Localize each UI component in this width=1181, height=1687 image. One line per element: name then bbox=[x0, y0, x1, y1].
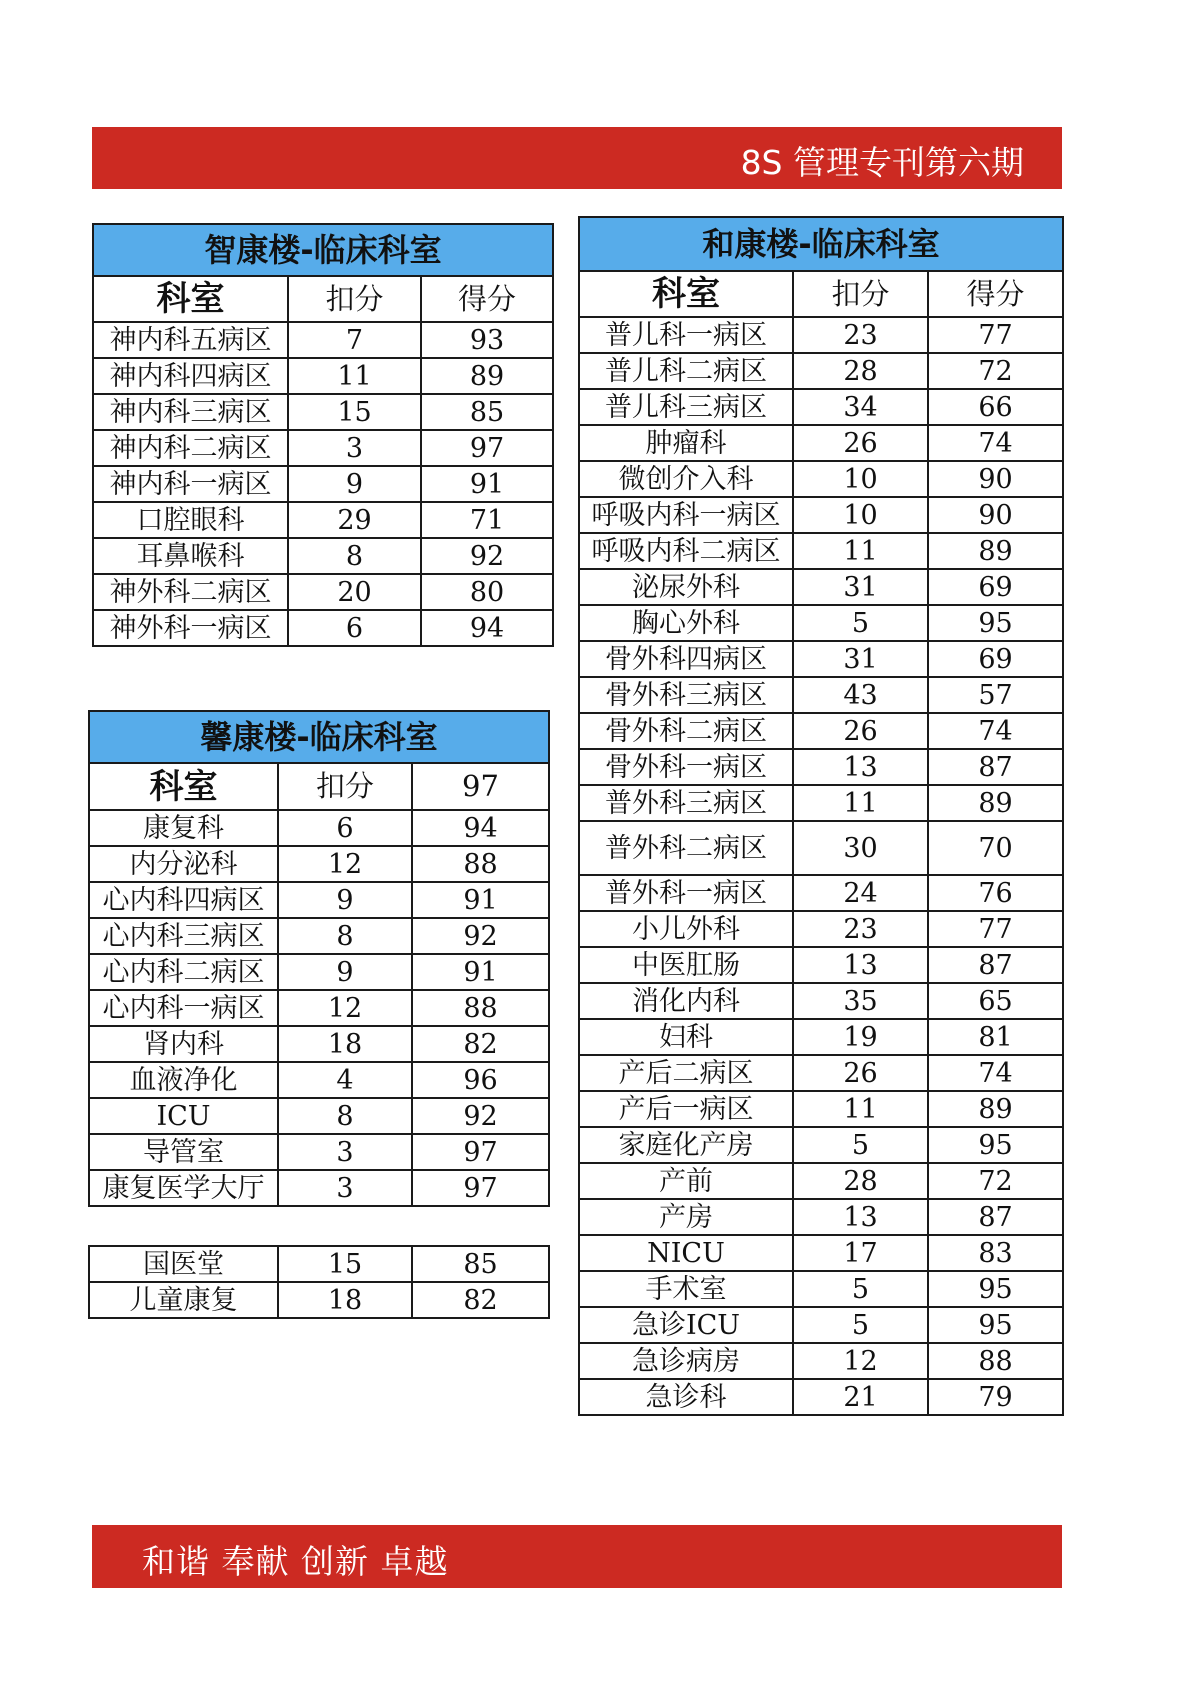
score-cell: 95 bbox=[928, 1127, 1063, 1163]
table-row bbox=[579, 569, 1063, 605]
department-cell: 普儿科二病区 bbox=[579, 353, 793, 389]
department-cell: 心内科四病区 bbox=[89, 882, 278, 918]
score-cell: 74 bbox=[928, 1055, 1063, 1091]
deduction-cell: 6 bbox=[288, 610, 421, 646]
score-cell: 57 bbox=[928, 677, 1063, 713]
department-cell: 肿瘤科 bbox=[579, 425, 793, 461]
department-cell: 内分泌科 bbox=[89, 846, 278, 882]
deduction-cell: 4 bbox=[278, 1062, 412, 1098]
department-cell: 呼吸内科二病区 bbox=[579, 533, 793, 569]
department-cell: 小儿外科 bbox=[579, 911, 793, 947]
footer-slogan: 和谐 奉献 创新 卓越 bbox=[142, 1542, 449, 1581]
deduction-cell: 20 bbox=[288, 574, 421, 610]
department-cell: 呼吸内科一病区 bbox=[579, 497, 793, 533]
column-header: 科室 bbox=[579, 271, 793, 317]
department-cell: 骨外科四病区 bbox=[579, 641, 793, 677]
score-cell: 72 bbox=[928, 353, 1063, 389]
score-cell: 69 bbox=[928, 641, 1063, 677]
table-row bbox=[579, 983, 1063, 1019]
table-row bbox=[93, 610, 553, 646]
deduction-cell: 11 bbox=[288, 358, 421, 394]
deduction-cell: 9 bbox=[278, 882, 412, 918]
score-cell: 89 bbox=[928, 533, 1063, 569]
department-cell: 中医肛肠 bbox=[579, 947, 793, 983]
table-row bbox=[89, 1098, 549, 1134]
score-cell: 91 bbox=[412, 954, 549, 990]
score-cell: 92 bbox=[412, 1098, 549, 1134]
column-header: 科室 bbox=[89, 763, 278, 810]
score-cell: 91 bbox=[421, 466, 553, 502]
deduction-cell: 18 bbox=[278, 1282, 412, 1318]
department-cell: ICU bbox=[89, 1098, 278, 1134]
score-cell: 85 bbox=[412, 1246, 549, 1282]
department-cell: 神内科三病区 bbox=[93, 394, 288, 430]
score-cell: 89 bbox=[928, 785, 1063, 821]
deduction-cell: 13 bbox=[793, 1199, 928, 1235]
deduction-cell: 15 bbox=[278, 1246, 412, 1282]
score-cell: 92 bbox=[421, 538, 553, 574]
xinkang-table bbox=[88, 710, 550, 1207]
table-row bbox=[579, 317, 1063, 353]
table-row bbox=[93, 538, 553, 574]
score-cell: 91 bbox=[412, 882, 549, 918]
department-cell: 普外科一病区 bbox=[579, 875, 793, 911]
table-row bbox=[579, 1019, 1063, 1055]
table-row bbox=[579, 911, 1063, 947]
score-cell: 87 bbox=[928, 947, 1063, 983]
score-cell: 89 bbox=[928, 1091, 1063, 1127]
score-cell: 94 bbox=[412, 810, 549, 846]
deduction-cell: 35 bbox=[793, 983, 928, 1019]
table-row bbox=[579, 1307, 1063, 1343]
department-cell: 神内科五病区 bbox=[93, 322, 288, 358]
department-cell: 手术室 bbox=[579, 1271, 793, 1307]
deduction-cell: 31 bbox=[793, 641, 928, 677]
table-row bbox=[89, 954, 549, 990]
table-row bbox=[579, 389, 1063, 425]
department-cell: 康复科 bbox=[89, 810, 278, 846]
score-cell: 97 bbox=[421, 430, 553, 466]
score-cell: 96 bbox=[412, 1062, 549, 1098]
table-row bbox=[579, 1379, 1063, 1415]
deduction-cell: 12 bbox=[793, 1343, 928, 1379]
department-cell: 血液净化 bbox=[89, 1062, 278, 1098]
table-row bbox=[93, 394, 553, 430]
deduction-cell: 28 bbox=[793, 1163, 928, 1199]
score-cell: 97 bbox=[412, 1170, 549, 1206]
score-cell: 74 bbox=[928, 713, 1063, 749]
footer-banner bbox=[92, 1525, 1062, 1588]
deduction-cell: 5 bbox=[793, 1271, 928, 1307]
score-cell: 90 bbox=[928, 497, 1063, 533]
department-cell: 神内科二病区 bbox=[93, 430, 288, 466]
score-cell: 82 bbox=[412, 1026, 549, 1062]
deduction-cell: 11 bbox=[793, 785, 928, 821]
table-row bbox=[93, 430, 553, 466]
deduction-cell: 7 bbox=[288, 322, 421, 358]
department-cell: 胸心外科 bbox=[579, 605, 793, 641]
table-row bbox=[579, 1127, 1063, 1163]
table-row bbox=[89, 1170, 549, 1206]
deduction-cell: 26 bbox=[793, 425, 928, 461]
department-cell: 肾内科 bbox=[89, 1026, 278, 1062]
table-title: 馨康楼-临床科室 bbox=[89, 711, 549, 763]
table-row bbox=[89, 990, 549, 1026]
table-row bbox=[89, 882, 549, 918]
table-header-row bbox=[93, 276, 553, 322]
department-cell: 骨外科二病区 bbox=[579, 713, 793, 749]
deduction-cell: 13 bbox=[793, 947, 928, 983]
score-cell: 80 bbox=[421, 574, 553, 610]
deduction-cell: 8 bbox=[278, 918, 412, 954]
table-row bbox=[579, 497, 1063, 533]
department-cell: 普儿科一病区 bbox=[579, 317, 793, 353]
table-title: 和康楼-临床科室 bbox=[579, 217, 1063, 271]
score-cell: 95 bbox=[928, 1271, 1063, 1307]
column-header: 97 bbox=[412, 763, 549, 810]
score-cell: 87 bbox=[928, 1199, 1063, 1235]
table-row bbox=[579, 947, 1063, 983]
department-cell: 心内科一病区 bbox=[89, 990, 278, 1026]
department-cell: 口腔眼科 bbox=[93, 502, 288, 538]
table-row bbox=[89, 846, 549, 882]
deduction-cell: 9 bbox=[278, 954, 412, 990]
table-row bbox=[579, 605, 1063, 641]
department-cell: 产房 bbox=[579, 1199, 793, 1235]
table-row bbox=[89, 918, 549, 954]
department-cell: 普外科二病区 bbox=[579, 821, 793, 875]
score-cell: 90 bbox=[928, 461, 1063, 497]
table-row bbox=[579, 713, 1063, 749]
deduction-cell: 24 bbox=[793, 875, 928, 911]
department-cell: 康复医学大厅 bbox=[89, 1170, 278, 1206]
deduction-cell: 19 bbox=[793, 1019, 928, 1055]
department-cell: 急诊科 bbox=[579, 1379, 793, 1415]
extra-table bbox=[88, 1245, 550, 1319]
department-cell: 家庭化产房 bbox=[579, 1127, 793, 1163]
deduction-cell: 5 bbox=[793, 605, 928, 641]
column-header: 得分 bbox=[928, 271, 1063, 317]
table-row bbox=[579, 677, 1063, 713]
department-cell: 神内科一病区 bbox=[93, 466, 288, 502]
column-header: 扣分 bbox=[793, 271, 928, 317]
department-cell: 心内科二病区 bbox=[89, 954, 278, 990]
deduction-cell: 28 bbox=[793, 353, 928, 389]
score-cell: 92 bbox=[412, 918, 549, 954]
score-cell: 89 bbox=[421, 358, 553, 394]
header-banner bbox=[92, 127, 1062, 189]
table-row bbox=[89, 1282, 549, 1318]
department-cell: 国医堂 bbox=[89, 1246, 278, 1282]
deduction-cell: 5 bbox=[793, 1307, 928, 1343]
department-cell: 产前 bbox=[579, 1163, 793, 1199]
deduction-cell: 6 bbox=[278, 810, 412, 846]
deduction-cell: 15 bbox=[288, 394, 421, 430]
deduction-cell: 5 bbox=[793, 1127, 928, 1163]
column-header: 扣分 bbox=[278, 763, 412, 810]
table-row bbox=[579, 353, 1063, 389]
score-cell: 66 bbox=[928, 389, 1063, 425]
score-cell: 79 bbox=[928, 1379, 1063, 1415]
deduction-cell: 34 bbox=[793, 389, 928, 425]
deduction-cell: 26 bbox=[793, 1055, 928, 1091]
table-header-row bbox=[579, 271, 1063, 317]
table-row bbox=[579, 641, 1063, 677]
score-cell: 93 bbox=[421, 322, 553, 358]
table-row bbox=[89, 1062, 549, 1098]
table-row bbox=[579, 1091, 1063, 1127]
table-row bbox=[579, 821, 1063, 875]
department-cell: 心内科三病区 bbox=[89, 918, 278, 954]
table-header-row bbox=[89, 763, 549, 810]
department-cell: 急诊ICU bbox=[579, 1307, 793, 1343]
score-cell: 77 bbox=[928, 911, 1063, 947]
table-title: 智康楼-临床科室 bbox=[93, 224, 553, 276]
department-cell: 导管室 bbox=[89, 1134, 278, 1170]
table-row bbox=[579, 1343, 1063, 1379]
table-row bbox=[579, 1199, 1063, 1235]
table-row bbox=[89, 1134, 549, 1170]
deduction-cell: 17 bbox=[793, 1235, 928, 1271]
department-cell: 产后二病区 bbox=[579, 1055, 793, 1091]
department-cell: 妇科 bbox=[579, 1019, 793, 1055]
department-cell: 消化内科 bbox=[579, 983, 793, 1019]
table-row bbox=[93, 358, 553, 394]
column-header: 科室 bbox=[93, 276, 288, 322]
table-row bbox=[579, 1163, 1063, 1199]
table-row bbox=[93, 502, 553, 538]
deduction-cell: 18 bbox=[278, 1026, 412, 1062]
score-cell: 97 bbox=[412, 1134, 549, 1170]
table-row bbox=[93, 466, 553, 502]
deduction-cell: 31 bbox=[793, 569, 928, 605]
hekang-table bbox=[578, 216, 1064, 1416]
department-cell: 骨外科三病区 bbox=[579, 677, 793, 713]
column-header: 得分 bbox=[421, 276, 553, 322]
deduction-cell: 10 bbox=[793, 461, 928, 497]
score-cell: 88 bbox=[412, 990, 549, 1026]
table-row bbox=[579, 425, 1063, 461]
deduction-cell: 11 bbox=[793, 533, 928, 569]
department-cell: 泌尿外科 bbox=[579, 569, 793, 605]
department-cell: 普儿科三病区 bbox=[579, 389, 793, 425]
table-row bbox=[579, 749, 1063, 785]
deduction-cell: 8 bbox=[288, 538, 421, 574]
deduction-cell: 26 bbox=[793, 713, 928, 749]
score-cell: 72 bbox=[928, 1163, 1063, 1199]
deduction-cell: 8 bbox=[278, 1098, 412, 1134]
department-cell: 神外科一病区 bbox=[93, 610, 288, 646]
score-cell: 85 bbox=[421, 394, 553, 430]
deduction-cell: 11 bbox=[793, 1091, 928, 1127]
deduction-cell: 43 bbox=[793, 677, 928, 713]
table-row bbox=[579, 1235, 1063, 1271]
score-cell: 83 bbox=[928, 1235, 1063, 1271]
score-cell: 65 bbox=[928, 983, 1063, 1019]
department-cell: 神内科四病区 bbox=[93, 358, 288, 394]
department-cell: 骨外科一病区 bbox=[579, 749, 793, 785]
table-row bbox=[89, 1246, 549, 1282]
deduction-cell: 23 bbox=[793, 911, 928, 947]
table-row bbox=[579, 1055, 1063, 1091]
department-cell: 儿童康复 bbox=[89, 1282, 278, 1318]
table-row bbox=[579, 461, 1063, 497]
table-row bbox=[579, 533, 1063, 569]
zhikang-table bbox=[92, 223, 554, 647]
deduction-cell: 30 bbox=[793, 821, 928, 875]
table-row bbox=[579, 1271, 1063, 1307]
department-cell: 普外科三病区 bbox=[579, 785, 793, 821]
deduction-cell: 9 bbox=[288, 466, 421, 502]
issue-title: 8S 管理专刊第六期 bbox=[740, 143, 1024, 182]
score-cell: 94 bbox=[421, 610, 553, 646]
score-cell: 77 bbox=[928, 317, 1063, 353]
score-cell: 71 bbox=[421, 502, 553, 538]
score-cell: 87 bbox=[928, 749, 1063, 785]
column-header: 扣分 bbox=[288, 276, 421, 322]
table-row bbox=[579, 875, 1063, 911]
department-cell: 产后一病区 bbox=[579, 1091, 793, 1127]
score-cell: 95 bbox=[928, 605, 1063, 641]
table-row bbox=[89, 810, 549, 846]
deduction-cell: 29 bbox=[288, 502, 421, 538]
score-cell: 95 bbox=[928, 1307, 1063, 1343]
department-cell: 神外科二病区 bbox=[93, 574, 288, 610]
score-cell: 69 bbox=[928, 569, 1063, 605]
deduction-cell: 10 bbox=[793, 497, 928, 533]
deduction-cell: 3 bbox=[278, 1134, 412, 1170]
score-cell: 81 bbox=[928, 1019, 1063, 1055]
deduction-cell: 3 bbox=[278, 1170, 412, 1206]
table-row bbox=[93, 574, 553, 610]
deduction-cell: 13 bbox=[793, 749, 928, 785]
deduction-cell: 12 bbox=[278, 990, 412, 1026]
score-cell: 74 bbox=[928, 425, 1063, 461]
department-cell: 耳鼻喉科 bbox=[93, 538, 288, 574]
score-cell: 82 bbox=[412, 1282, 549, 1318]
score-cell: 88 bbox=[928, 1343, 1063, 1379]
deduction-cell: 3 bbox=[288, 430, 421, 466]
table-row bbox=[93, 322, 553, 358]
score-cell: 70 bbox=[928, 821, 1063, 875]
department-cell: 急诊病房 bbox=[579, 1343, 793, 1379]
table-row bbox=[89, 1026, 549, 1062]
deduction-cell: 21 bbox=[793, 1379, 928, 1415]
table-row bbox=[579, 785, 1063, 821]
deduction-cell: 12 bbox=[278, 846, 412, 882]
deduction-cell: 23 bbox=[793, 317, 928, 353]
department-cell: NICU bbox=[579, 1235, 793, 1271]
score-cell: 76 bbox=[928, 875, 1063, 911]
department-cell: 微创介入科 bbox=[579, 461, 793, 497]
score-cell: 88 bbox=[412, 846, 549, 882]
